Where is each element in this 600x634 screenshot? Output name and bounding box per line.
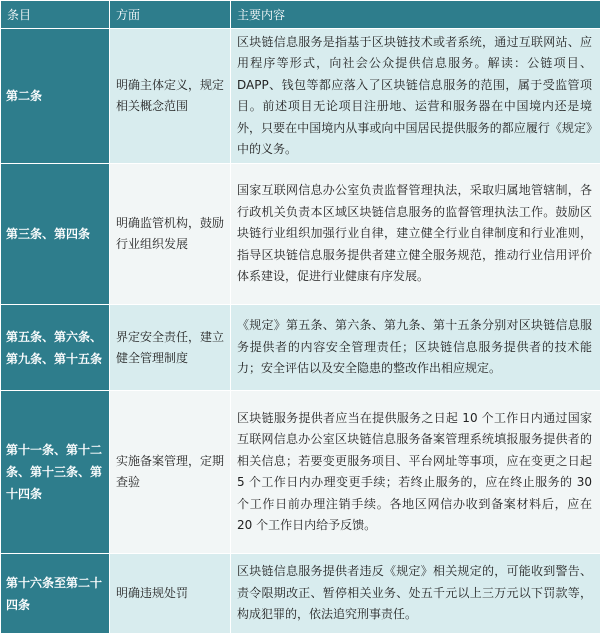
row-item: 第十六条至第二十四条 [1, 554, 110, 634]
table-header [1, 1, 600, 29]
table-row [1, 391, 600, 554]
row-content: 区块链信息服务是指基于区块链技术或者系统，通过互联网站、应用程序等形式，向社会公众提供信息服务。解读：公链项目、DAPP、钱包等都应落入了区块链信息服务的范围，属于受监管项目。前述项目无论项目注册地、运营和服务器在中国境内还是境外，只要在中国境内从事或向中国居民提供服务的都应履行《规定》中的义务。 [231, 29, 600, 164]
row-item: 第五条、第六条、第九条、第十五条 [1, 305, 110, 391]
header-content: 主要内容 [231, 1, 600, 29]
row-aspect: 明确违规处罚 [110, 554, 231, 634]
row-content: 国家互联网信息办公室负责监督管理执法，采取归属地管辖制，各行政机关负责本区域区块链信息服务的监督管理执法工作。鼓励区块链行业组织加强行业自律，建立健全行业自律制度和行业准则，指导区块链信息服务提供者建立健全服务规范，推动行业信用评价体系建设，促进行业健康有序发展。 [231, 164, 600, 305]
row-aspect: 明确主体定义，规定相关概念范围 [110, 29, 231, 164]
row-item: 第二条 [1, 29, 110, 164]
row-item: 第三条、第四条 [1, 164, 110, 305]
row-aspect: 界定安全责任，建立健全管理制度 [110, 305, 231, 391]
row-content: 区块链服务提供者应当在提供服务之日起 10 个工作日内通过国家互联网信息办公室区块链信息服务备案管理系统填报服务提供者的相关信息；若要变更服务项目、平台网址等事项，应在变更之日起 5 个工作日内办理变更手续；若终止服务的，应在终止服务的 30 个工作日前办理注销手续。各地区网信办收到备案材料后，应在 20 个工作日内给予反馈。 [231, 391, 600, 554]
row-aspect: 明确监管机构，鼓励行业组织发展 [110, 164, 231, 305]
table-row [1, 29, 600, 164]
table-row [1, 554, 600, 634]
table-row [1, 305, 600, 391]
row-content: 区块链信息服务提供者违反《规定》相关规定的，可能收到警告、责令限期改正、暂停相关业务、处五千元以上三万元以下罚款等，构成犯罪的，依法追究刑事责任。 [231, 554, 600, 634]
table-row [1, 164, 600, 305]
row-item: 第十一条、第十二条、第十三条、第十四条 [1, 391, 110, 554]
row-aspect: 实施备案管理，定期查验 [110, 391, 231, 554]
header-item: 条目 [1, 1, 110, 29]
header-aspect: 方面 [110, 1, 231, 29]
row-content: 《规定》第五条、第六条、第九条、第十五条分别对区块链信息服务提供者的内容安全管理责任；区块链信息服务提供者的技术能力；安全评估以及安全隐患的整改作出相应规定。 [231, 305, 600, 391]
